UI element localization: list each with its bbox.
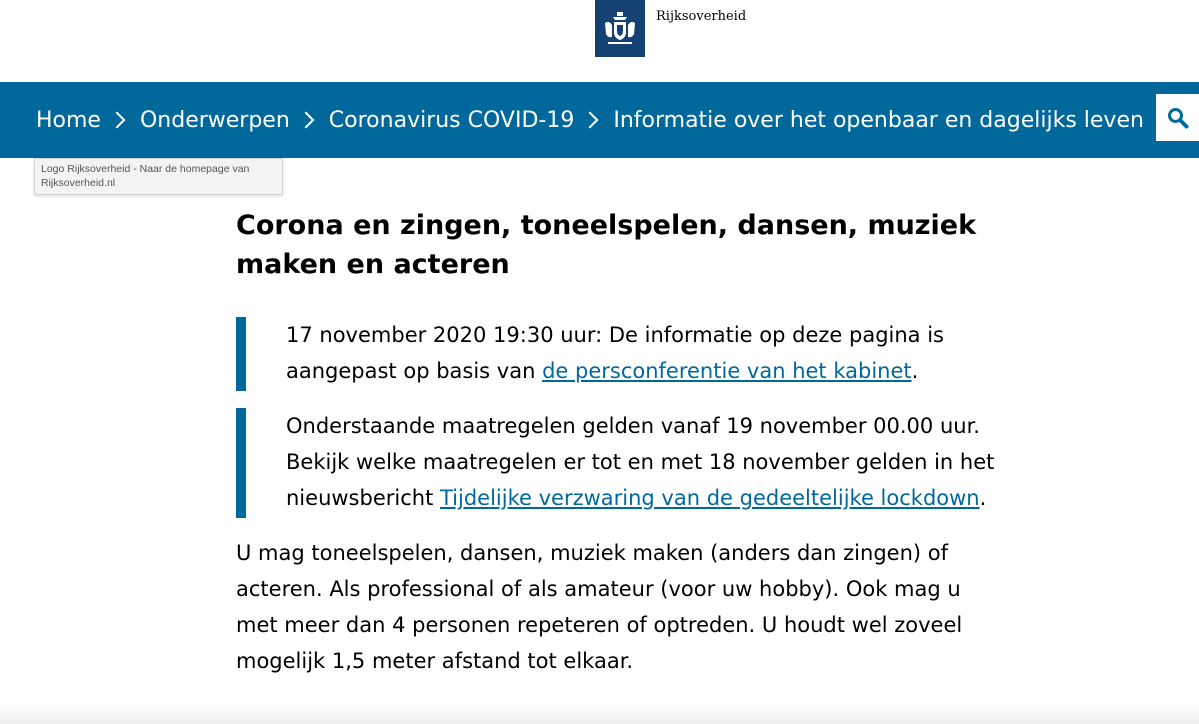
breadcrumb-bar xyxy=(0,82,1199,158)
logo-text: Rijksoverheid xyxy=(656,9,747,24)
breadcrumb-label: Coronavirus COVID-19 xyxy=(328,107,575,133)
site-header xyxy=(0,0,1199,82)
body-paragraph: U mag toneelspelen, dansen, muziek maken (anders dan zingen) of acteren. Als professional of als amateur (voor uw hobby). Ook mag u met meer dan 4 personen repeteren of optreden. U houdt wel zoveel mogelijk 1,5 meter afstand tot elkaar. xyxy=(236,541,963,673)
notice-punctuation: . xyxy=(979,486,987,510)
breadcrumb xyxy=(36,82,1183,158)
breadcrumb-home[interactable] xyxy=(36,108,140,133)
search-button[interactable] xyxy=(1156,94,1199,141)
update-notice xyxy=(236,317,996,389)
page-title: Corona en zingen, toneelspelen, dansen, muziek maken en acteren xyxy=(236,210,977,280)
breadcrumb-onderwerpen[interactable] xyxy=(140,108,329,133)
search-icon xyxy=(1167,107,1189,129)
logo-link[interactable] xyxy=(595,0,746,57)
breadcrumb-label: Onderwerpen xyxy=(139,107,290,133)
chevron-right-icon xyxy=(582,112,599,129)
breadcrumb-label: Informatie over het openbaar en dagelijks leven xyxy=(613,107,1144,133)
article xyxy=(236,206,996,700)
chevron-right-icon xyxy=(108,112,125,129)
chevron-right-icon xyxy=(297,112,314,129)
persconferentie-link[interactable]: de persconferentie van het kabinet xyxy=(542,359,912,383)
notice-text: 17 november 2020 19:30 uur: De informatie op deze pagina is aangepast op basis van xyxy=(286,323,944,383)
logo-tooltip: Logo Rijksoverheid - Naar de homepage van Rijksoverheid.nl xyxy=(34,158,283,195)
measures-notice xyxy=(236,408,996,516)
lockdown-news-link[interactable]: Tijdelijke verzwaring van de gedeeltelijke lockdown xyxy=(439,486,980,510)
notice-punctuation: . xyxy=(911,359,919,383)
breadcrumb-label: Home xyxy=(36,107,101,133)
breadcrumb-informatie[interactable] xyxy=(613,108,1183,133)
bottom-fade xyxy=(0,704,1199,724)
breadcrumb-coronavirus[interactable] xyxy=(329,108,614,133)
notice-text: Onderstaande maatregelen gelden vanaf 19 november 00.00 uur. Bekijk welke maatregelen er tot en met 18 november gelden in het nieuwsbericht xyxy=(286,414,995,510)
coat-of-arms-icon xyxy=(595,0,645,57)
